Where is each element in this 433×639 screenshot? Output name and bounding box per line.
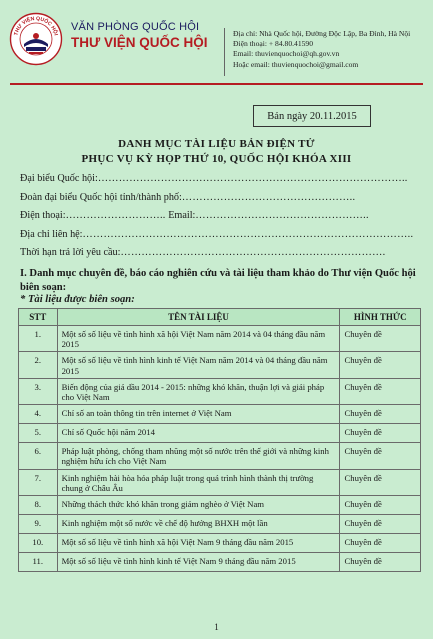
row-form: Chuyên đề bbox=[340, 443, 421, 469]
table-row[interactable] bbox=[19, 469, 421, 495]
row-stt: 5. bbox=[19, 424, 58, 443]
row-stt: 8. bbox=[19, 496, 58, 515]
documents-table bbox=[18, 308, 421, 572]
org-name: VĂN PHÒNG QUỐC HỘI bbox=[71, 21, 200, 33]
library-name: THƯ VIỆN QUỐC HỘI bbox=[71, 35, 208, 50]
delegate-label: Đại biểu Quốc hội: bbox=[20, 173, 98, 184]
table-row[interactable] bbox=[19, 553, 421, 572]
table-row[interactable] bbox=[19, 534, 421, 553]
row-form: Chuyên đề bbox=[340, 352, 421, 378]
row-name: Một số số liệu về tình hình xã hội Việt Nam năm 2014 và 04 tháng đầu năm 2015 bbox=[57, 326, 340, 352]
row-form: Chuyên đề bbox=[340, 534, 421, 553]
address-field[interactable]: Địa chỉ liên hệ:………………………………………………………………………………….. bbox=[20, 229, 414, 240]
row-name: Kinh nghiệm một số nước về chế độ hưởng BHXH một lần bbox=[57, 515, 340, 534]
contact-alt-email[interactable]: Hoặc email: thuvienquochoi@gmail.com bbox=[233, 59, 359, 69]
row-form: Chuyên đề bbox=[340, 378, 421, 404]
row-name: Một số số liệu về tình hình kinh tế Việt Nam 9 tháng đầu năm 2015 bbox=[57, 553, 340, 572]
contact-email[interactable]: Email: thuvienquochoi@qh.gov.vn bbox=[233, 49, 340, 59]
organization-block bbox=[71, 21, 231, 50]
deadline-label: Thời hạn trả lời yêu cầu: bbox=[20, 247, 121, 258]
date-box: Bản ngày 20.11.2015 bbox=[253, 105, 371, 127]
table-row[interactable] bbox=[19, 352, 421, 378]
row-form: Chuyên đề bbox=[340, 515, 421, 534]
row-form: Chuyên đề bbox=[340, 405, 421, 424]
row-stt: 11. bbox=[19, 553, 58, 572]
document-subtitle: PHỤC VỤ KỲ HỌP THỨ 10, QUỐC HỘI KHÓA XIII bbox=[81, 153, 352, 165]
table-row[interactable] bbox=[19, 378, 421, 404]
row-name: Pháp luật phòng, chống tham nhũng một số nước trên thế giới và những kinh nghiệm hữu ích cho Việt Nam bbox=[57, 443, 340, 469]
subsection-title: * Tài liệu được biên soạn: bbox=[20, 294, 135, 305]
logo-text: THƯ VIỆN QUỐC HỘI bbox=[13, 15, 59, 37]
row-stt: 1. bbox=[19, 326, 58, 352]
phone-label: Điện thoại: bbox=[20, 210, 66, 221]
row-stt: 10. bbox=[19, 534, 58, 553]
row-name: Chỉ số an toàn thông tin trên internet ở Việt Nam bbox=[57, 405, 340, 424]
delegate-field[interactable]: Đại biểu Quốc hội:…………………………………………………………………………….. bbox=[20, 173, 408, 184]
row-stt: 4. bbox=[19, 405, 58, 424]
row-form: Chuyên đề bbox=[340, 326, 421, 352]
row-stt: 9. bbox=[19, 515, 58, 534]
row-stt: 3. bbox=[19, 378, 58, 404]
header-form: HÌNH THỨC bbox=[340, 309, 421, 326]
table-row[interactable] bbox=[19, 326, 421, 352]
header-stt: STT bbox=[19, 309, 58, 326]
row-stt: 2. bbox=[19, 352, 58, 378]
table-row[interactable] bbox=[19, 424, 421, 443]
header-divider bbox=[224, 28, 225, 76]
deadline-field[interactable]: Thời hạn trả lời yêu cầu:…………………………………………………………………. bbox=[20, 247, 386, 258]
page-number: 1 bbox=[214, 622, 219, 632]
row-form: Chuyên đề bbox=[340, 496, 421, 515]
document-title: DANH MỤC TÀI LIỆU BẢN ĐIỆN TỬ bbox=[118, 138, 315, 150]
row-form: Chuyên đề bbox=[340, 469, 421, 495]
table-row[interactable] bbox=[19, 405, 421, 424]
table-row[interactable] bbox=[19, 496, 421, 515]
header-name: TÊN TÀI LIỆU bbox=[57, 309, 340, 326]
table-row[interactable] bbox=[19, 515, 421, 534]
contact-address: Địa chỉ: Nhà Quốc hội, Đường Độc Lập, Ba Đình, Hà Nội bbox=[233, 29, 411, 38]
contact-phone: Điện thoại: + 84.80.41590 bbox=[233, 39, 314, 49]
row-name: Kinh nghiệm hài hòa hóa pháp luật trong quá trình hình thành thị trường chung ở Châu Âu bbox=[57, 469, 340, 495]
phone-email-field[interactable]: Điện thoại:……………………….. Email:………………………………………….. bbox=[20, 210, 369, 221]
library-logo bbox=[9, 12, 63, 66]
row-name: Chỉ số Quốc hội năm 2014 bbox=[57, 424, 340, 443]
row-form: Chuyên đề bbox=[340, 424, 421, 443]
address-label: Địa chỉ liên hệ: bbox=[20, 229, 83, 240]
contact-block bbox=[233, 29, 410, 70]
row-name: Biến động của giá dầu 2014 - 2015: những khó khăn, thuận lợi và giải pháp cho Việt Nam bbox=[57, 378, 340, 404]
row-form: Chuyên đề bbox=[340, 553, 421, 572]
section-title: I. Danh mục chuyên đề, báo cáo nghiên cứu và tài liệu tham khảo do Thư viện Quốc hội biên soạn: bbox=[20, 268, 416, 293]
row-stt: 6. bbox=[19, 443, 58, 469]
delegation-field[interactable]: Đoàn đại biểu Quốc hội tỉnh/thành phố:………………………………………….. bbox=[20, 192, 356, 203]
row-stt: 7. bbox=[19, 469, 58, 495]
delegation-label: Đoàn đại biểu Quốc hội tỉnh/thành phố: bbox=[20, 192, 182, 203]
table-row[interactable] bbox=[19, 443, 421, 469]
row-name: Một số số liệu về tình hình kinh tế Việt Nam năm 2014 và 04 tháng đầu năm 2015 bbox=[57, 352, 340, 378]
table-header-row bbox=[19, 309, 421, 326]
email-label: Email: bbox=[168, 210, 196, 221]
row-name: Những thách thức khó khăn trong giảm nghèo ở Việt Nam bbox=[57, 496, 340, 515]
header-rule bbox=[10, 83, 423, 85]
row-name: Một số số liệu về tình hình xã hội Việt Nam 9 tháng đầu năm 2015 bbox=[57, 534, 340, 553]
